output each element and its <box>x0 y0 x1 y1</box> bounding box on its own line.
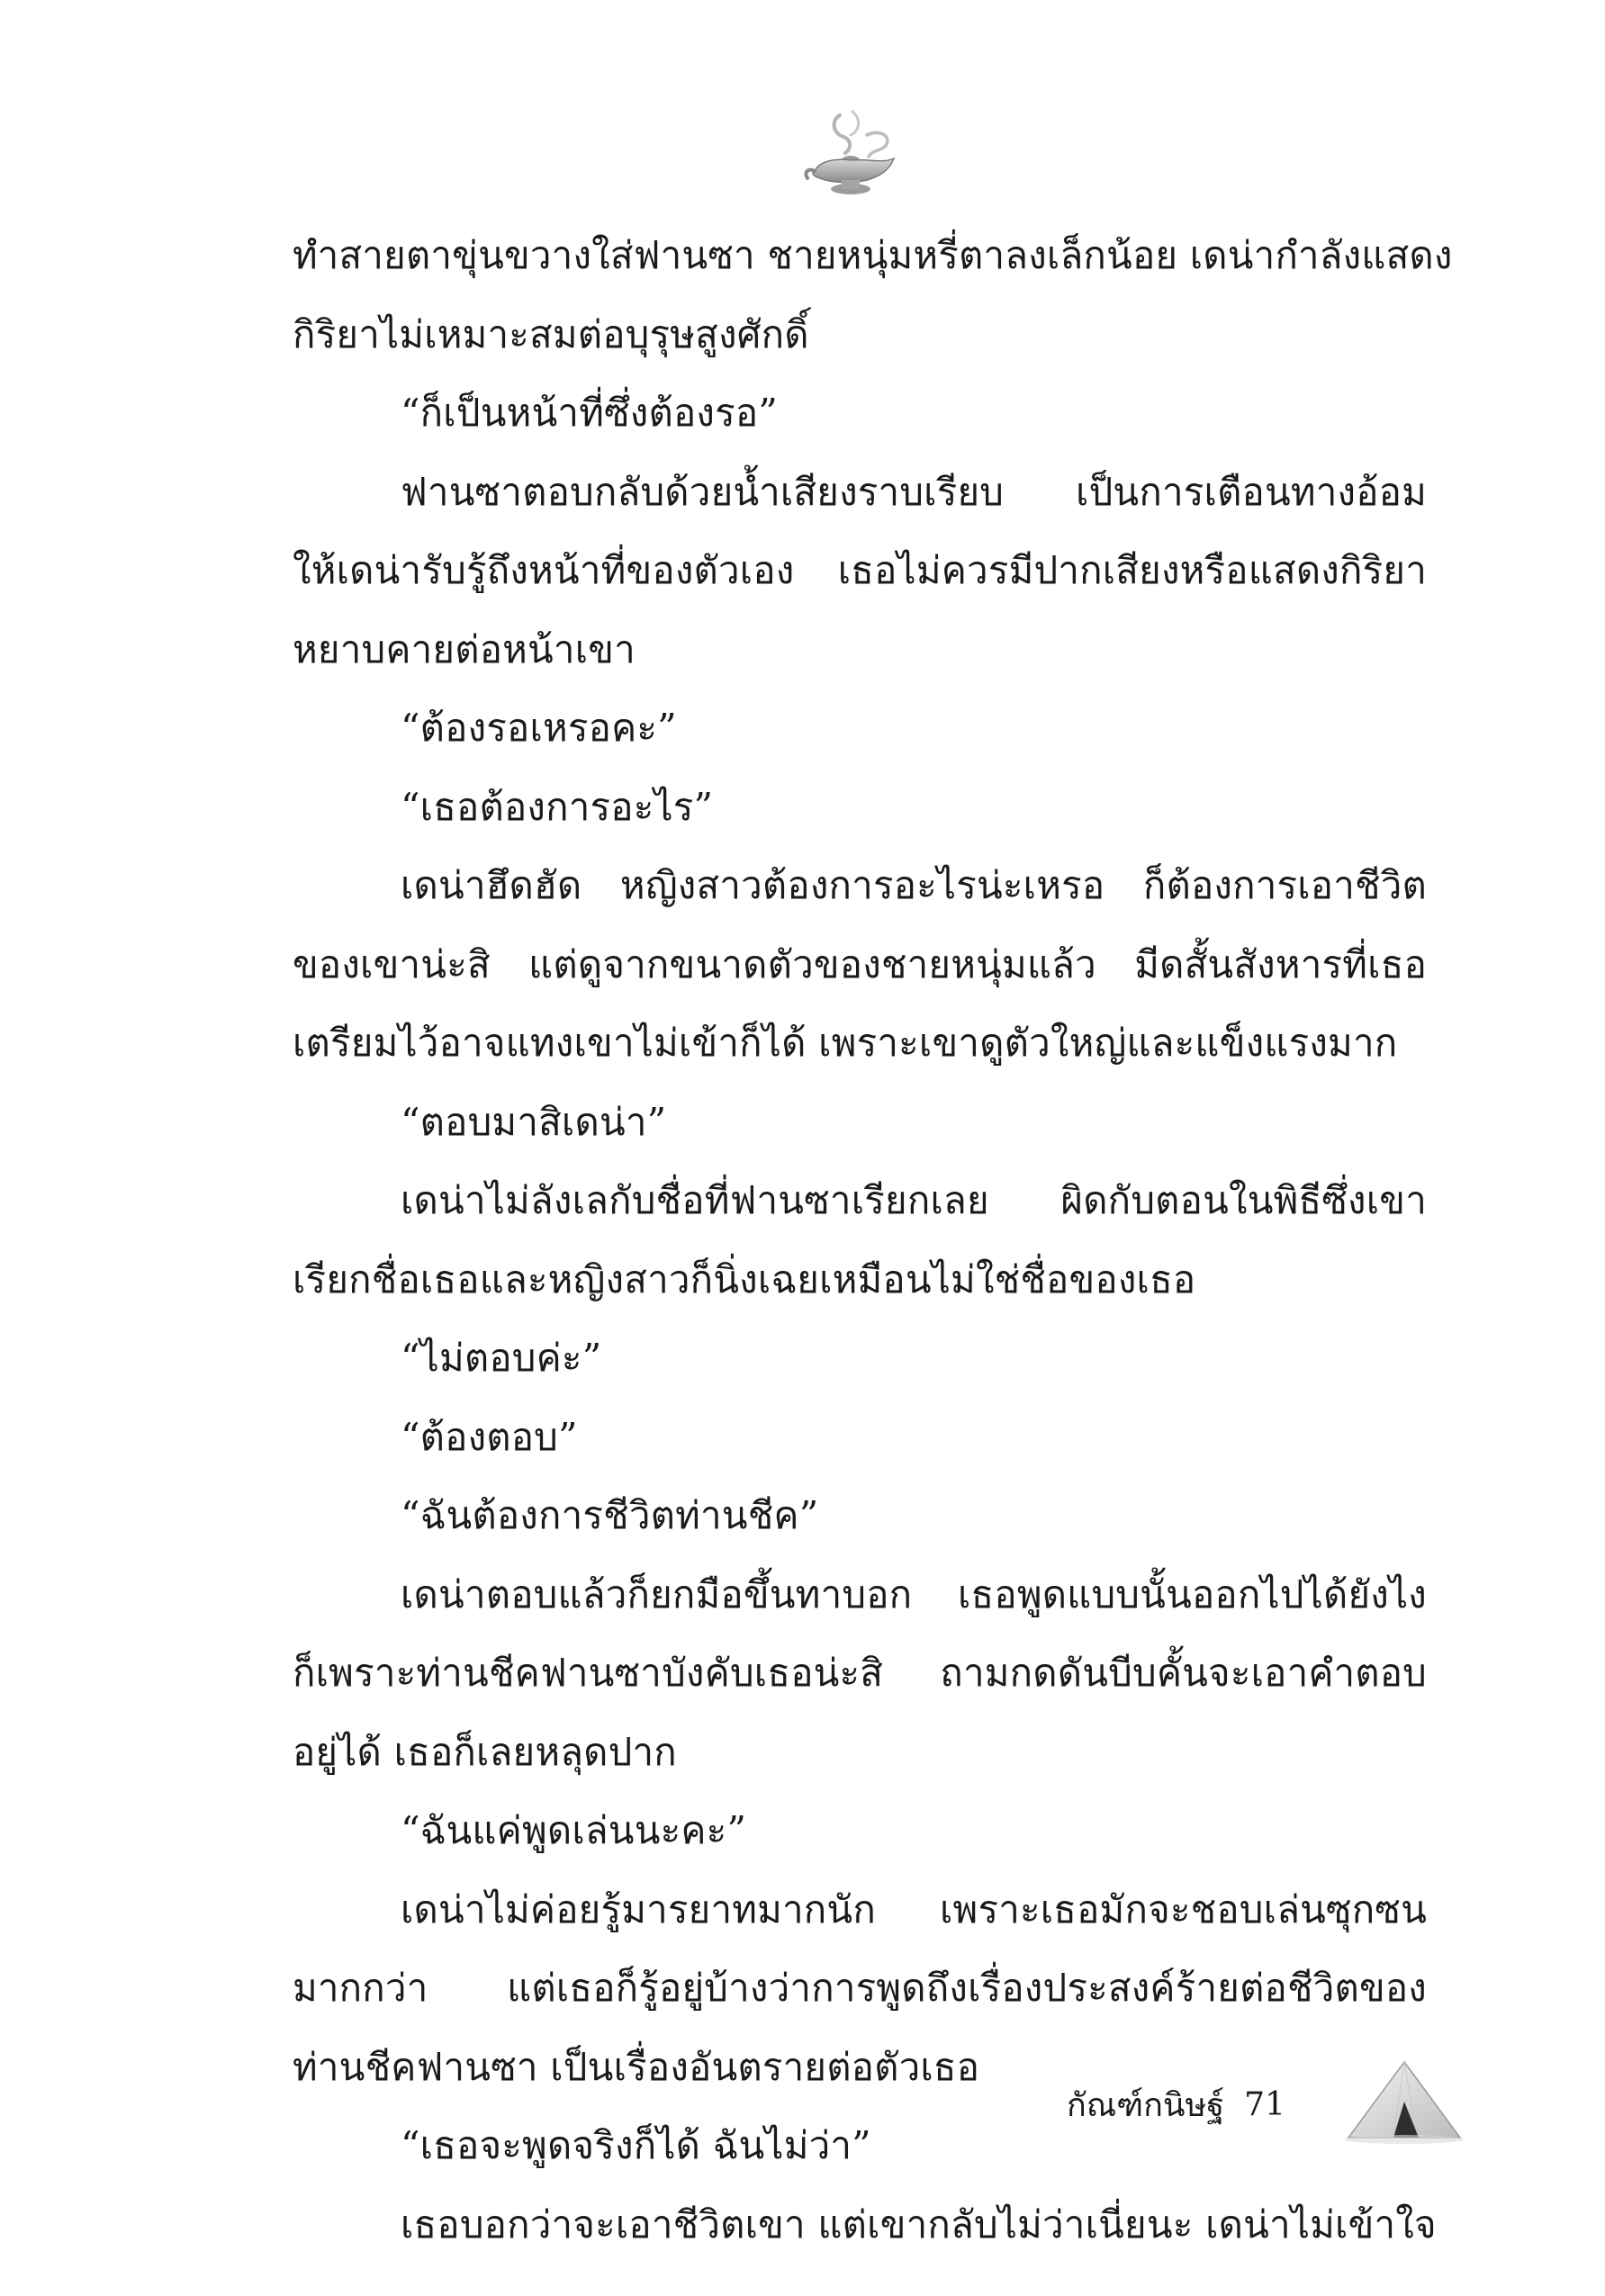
text-line: ของเขาน่ะสิ แต่ดูจากขนาดตัวของชายหนุ่มแล้ว มีดสั้นสังหารที่เธอ <box>293 941 1427 986</box>
text-line: เดน่าไม่ลังเลกับชื่อที่ฟานซาเรียกเลย ผิดกับตอนในพิธีซึ่งเขา <box>401 1178 1427 1222</box>
body-text <box>293 216 1453 2264</box>
running-title: กัณฑ์กนิษฐ์ <box>1067 2086 1225 2124</box>
text-line: หยาบคายต่อหน้าเขา <box>293 626 636 671</box>
text-line: “เธอต้องการอะไร” <box>401 784 714 829</box>
text-line: “ต้องตอบ” <box>401 1414 578 1459</box>
text-line: อยู่ได้ เธอก็เลยหลุดปาก <box>293 1729 677 1774</box>
magic-lamp-icon <box>797 108 905 207</box>
text-line: ท่านชีคฟานซา เป็นเรื่องอันตรายต่อตัวเธอ <box>293 2044 980 2089</box>
text-line: เตรียมไว้อาจแทงเขาไม่เข้าก็ได้ เพราะเขาดูตัวใหญ่และแข็งแรงมาก <box>293 1021 1398 1065</box>
text-line: ฟานซาตอบกลับด้วยน้ำเสียงราบเรียบ เป็นการเตือนทางอ้อม <box>401 469 1427 514</box>
page-number: 71 <box>1244 2085 1285 2123</box>
text-line: ทำสายตาขุ่นขวางใส่ฟานซา ชายหนุ่มหรี่ตาลงเล็กน้อย เดน่ากำลังแสดง <box>293 233 1453 277</box>
text-line: “ตอบมาสิเดน่า” <box>401 1099 667 1144</box>
text-line: “ก็เป็นหน้าที่ซึ่งต้องรอ” <box>401 391 778 435</box>
text-line: “ฉันแค่พูดเล่นนะคะ” <box>401 1808 747 1852</box>
tent-icon <box>1341 2057 1467 2147</box>
text-line: เดน่าฮึดฮัด หญิงสาวต้องการอะไรน่ะเหรอ ก็ต้องการเอาชีวิต <box>401 863 1427 907</box>
text-line: เธอบอกว่าจะเอาชีวิตเขา แต่เขากลับไม่ว่าเนี่ยนะ เดน่าไม่เข้าใจ <box>401 2201 1437 2246</box>
text-line: กิริยาไม่เหมาะสมต่อบุรุษสูงศักดิ์ <box>293 311 809 356</box>
text-line: “ต้องรอเหรอคะ” <box>401 706 677 750</box>
page-footer <box>1067 2077 1285 2131</box>
text-line: เดน่าตอบแล้วก็ยกมือขึ้นทาบอก เธอพูดแบบนั้นออกไปได้ยังไง <box>401 1571 1427 1616</box>
text-line: “ฉันต้องการชีวิตท่านชีค” <box>401 1493 819 1537</box>
text-line: เรียกชื่อเธอและหญิงสาวก็นิ่งเฉยเหมือนไม่ใช่ชื่อของเธอ <box>293 1256 1196 1301</box>
text-line: ก็เพราะท่านชีคฟานซาบังคับเธอน่ะสิ ถามกดดันบีบคั้นจะเอาคำตอบ <box>293 1651 1427 1695</box>
text-line: ให้เดน่ารับรู้ถึงหน้าที่ของตัวเอง เธอไม่ควรมีปากเสียงหรือแสดงกิริยา <box>293 548 1427 592</box>
text-line: มากกว่า แต่เธอก็รู้อยู่บ้างว่าการพูดถึงเรื่องประสงค์ร้ายต่อชีวิตของ <box>293 1966 1427 2010</box>
text-line: เดน่าไม่ค่อยรู้มารยาทมากนัก เพราะเธอมักจะชอบเล่นซุกซน <box>401 1886 1427 1931</box>
text-line: “เธอจะพูดจริงก็ได้ ฉันไม่ว่า” <box>401 2123 871 2167</box>
text-line: “ไม่ตอบค่ะ” <box>401 1336 602 1380</box>
